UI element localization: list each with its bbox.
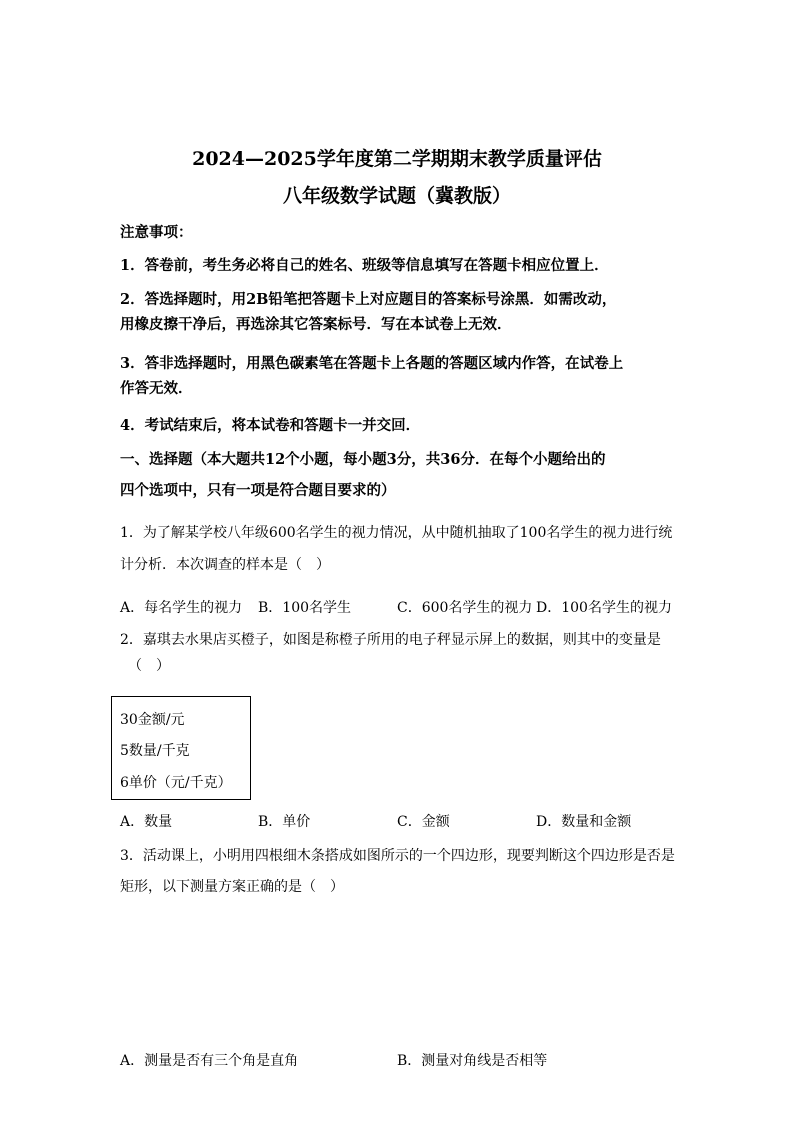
question-2-option-b: B．单价 <box>258 814 311 830</box>
note-3-line-2: 作答无效． <box>120 380 193 397</box>
section-heading-line-1: 一、选择题（本大题共12个小题，每小题3分，共36分．在每个小题给出的 <box>120 451 606 468</box>
question-2-option-a: A．数量 <box>120 814 173 830</box>
question-1-option-a: A．每名学生的视力 <box>120 600 243 616</box>
question-3-line-1: 3．活动课上，小明用四根细木条搭成如图所示的一个四边形，现要判断这个四边形是否是 <box>120 848 675 864</box>
question-2-option-c: C．金额 <box>397 814 450 830</box>
note-1: 1．答卷前，考生务必将自己的姓名、班级等信息填写在答题卡相应位置上． <box>120 257 609 274</box>
note-2-line-1: 2．答选择题时，用2B铅笔把答题卡上对应题目的答案标号涂黑．如需改动， <box>120 291 617 308</box>
question-3-option-b: B．测量对角线是否相等 <box>397 1053 548 1069</box>
section-heading-line-2: 四个选项中，只有一项是符合题目要求的） <box>120 482 396 499</box>
question-1-line-2: 计分析．本次调查的样本是（ ） <box>120 557 330 573</box>
question-2-line-1: 2．嘉琪去水果店买橙子，如图是称橙子所用的电子秤显示屏上的数据，则其中的变量是 <box>120 632 661 648</box>
question-2-line-2: （ ） <box>128 658 170 674</box>
note-2-line-2: 用橡皮擦干净后，再选涂其它答案标号．写在本试卷上无效． <box>120 316 512 333</box>
question-1-line-1: 1．为了解某学校八年级600名学生的视力情况，从中随机抽取了100名学生的视力进行统 <box>120 525 673 541</box>
scale-display-unit-price: 6单价（元/千克） <box>120 775 232 791</box>
note-4: 4．考试结束后，将本试卷和答题卡一并交回． <box>120 417 421 434</box>
question-1-option-b: B．100名学生 <box>258 600 352 616</box>
exam-title: 2024—2025学年度第二学期期末教学质量评估 <box>192 148 602 170</box>
note-3-line-1: 3．答非选择题时，用黑色碳素笔在答题卡上各题的答题区域内作答，在试卷上 <box>120 355 624 372</box>
question-3-option-a: A．测量是否有三个角是直角 <box>120 1053 299 1069</box>
question-1-option-c: C．600名学生的视力 <box>397 600 533 616</box>
scale-display-quantity: 5数量/千克 <box>120 743 190 759</box>
scale-display-amount: 30金额/元 <box>120 712 185 728</box>
scale-display-box <box>111 696 251 800</box>
exam-subtitle: 八年级数学试题（冀教版） <box>282 185 511 207</box>
notes-heading: 注意事项： <box>120 224 193 241</box>
question-2-option-d: D．数量和金额 <box>536 814 632 830</box>
question-3-line-2: 矩形，以下测量方案正确的是（ ） <box>120 879 344 895</box>
question-1-option-d: D．100名学生的视力 <box>536 600 672 616</box>
